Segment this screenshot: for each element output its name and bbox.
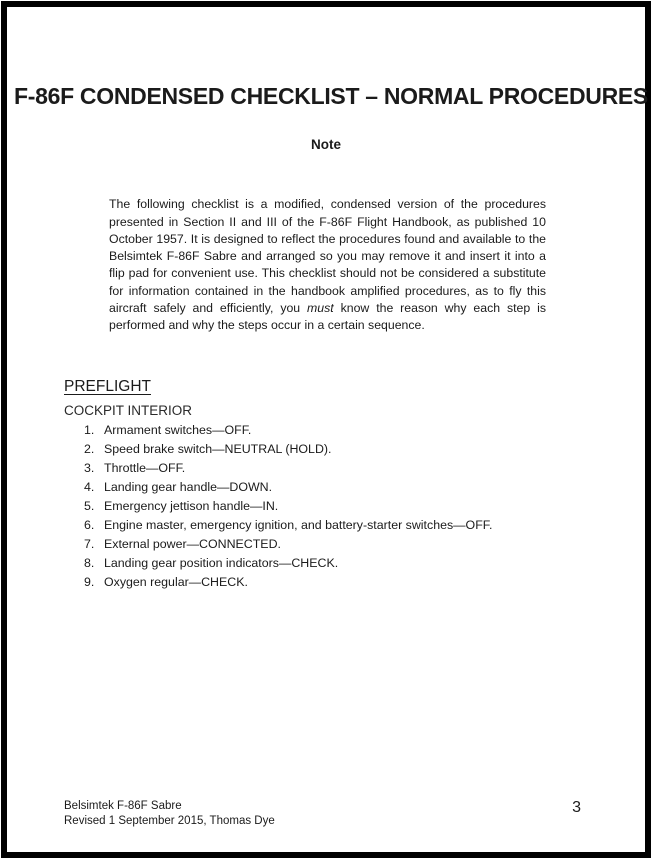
note-paragraph-text-end: know the reason why each step is performed and why the steps occur in a certain sequence. [109,301,546,333]
checklist-item: Throttle—OFF. [104,461,186,475]
footer-line2: Revised 1 September 2015, Thomas Dye [64,815,275,827]
checklist-item: Emergency jettison handle—IN. [104,499,279,513]
page-title: F-86F CONDENSED CHECKLIST – NORMAL PROCEDURES [14,83,648,110]
checklist-item: Landing gear handle—DOWN. [104,480,273,494]
footer [64,799,275,829]
page-border-frame [1,1,651,858]
checklist-item: Speed brake switch—NEUTRAL (HOLD). [104,442,332,456]
note-paragraph-italic-word: must [307,301,334,316]
page-content [14,14,648,845]
section-subheading-cockpit-interior: COCKPIT INTERIOR [64,403,193,418]
checklist-item: Oxygen regular—CHECK. [104,575,248,589]
checklist [84,421,492,592]
section-heading-preflight: PREFLIGHT [64,378,151,395]
note-paragraph [109,196,546,334]
checklist-item: External power—CONNECTED. [104,537,281,551]
checklist-item: Armament switches—OFF. [104,423,252,437]
checklist-item: Landing gear position indicators—CHECK. [104,556,339,570]
note-paragraph-text-start: The following checklist is a modified, condensed version of the procedures presented in Section II and III of the F-86F Flight Handbook, as published 10 October 1957. It is designed to reflect the procedures found and available to the Belsimtek F-86F Sabre and arranged so you may remove it and insert it into a flip pad for convenient use. This checklist should not be considered a substitute for information contained in the handbook amplified procedures, as to fly this aircraft safely and efficiently, you [109,197,546,316]
note-heading: Note [311,137,341,153]
checklist-item: Engine master, emergency ignition, and battery-starter switches—OFF. [104,518,493,532]
page-number: 3 [572,799,581,816]
footer-line1: Belsimtek F-86F Sabre [64,800,182,812]
